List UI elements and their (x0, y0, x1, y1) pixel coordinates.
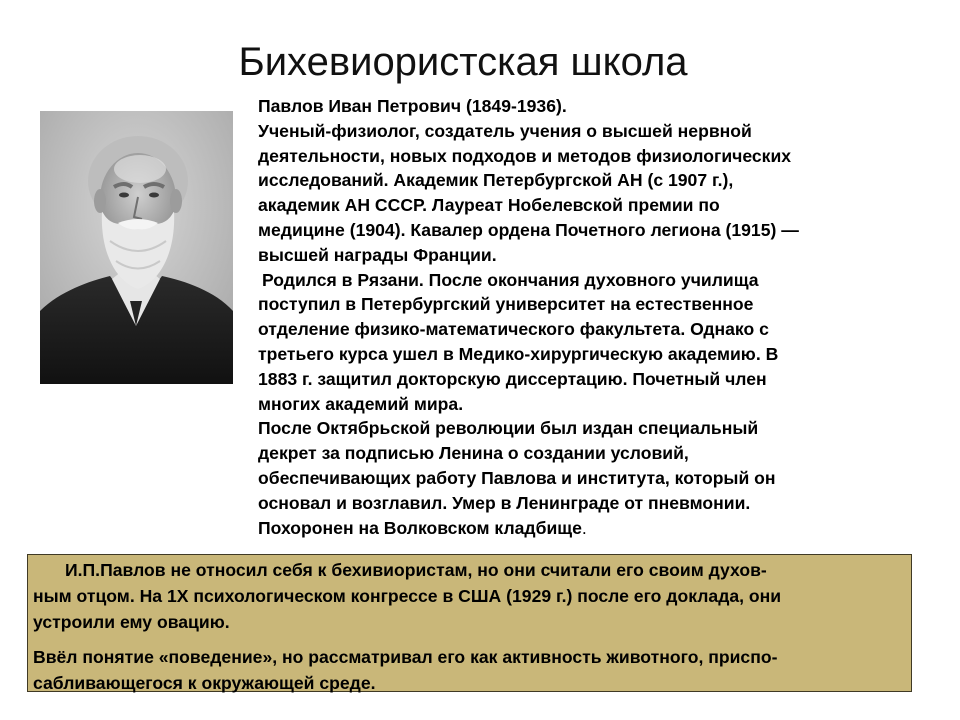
portrait-photo (40, 111, 233, 384)
box-line: И.П.Павлов не относил себя к бехивиористам, но они считали его своим духов- (65, 560, 767, 580)
bio-line: деятельности, новых подходов и методов физиологических (258, 145, 792, 166)
bio-line: 1883 г. защитил докторскую диссертацию. Почетный член (258, 368, 767, 389)
bio-line: высшей награды Франции. (258, 244, 497, 265)
bio-line: отделение физико-математического факультета. Однако с (258, 319, 769, 340)
box-line: сабливающегося к окружающей среде. (33, 673, 376, 694)
box-line: ным отцом. На 1Х психологическом конгрессе в США (1929 г.) после его доклада, они (33, 585, 782, 606)
bio-line: медицине (1904). Кавалер ордена Почетного легиона (1915) — (258, 219, 799, 240)
bio-trailing-period: . (581, 517, 587, 538)
bio-line: исследований. Академик Петербургской АН (с 1907 г.), (258, 170, 734, 191)
box-paragraph-1 (33, 558, 938, 635)
box-line: устроили ему овацию. (33, 611, 230, 632)
biography-text (258, 94, 918, 540)
bio-line: третьего курса ушел в Медико-хирургическую академию. В (258, 343, 779, 364)
bio-line: После Октябрьской революции был издан специальный (258, 418, 759, 439)
box-line: Ввёл понятие «поведение», но рассматривал его как активность животного, приспо- (33, 647, 778, 668)
highlight-box-text (33, 558, 938, 697)
bio-line: Павлов Иван Петрович (1849-1936). (258, 96, 567, 116)
bio-line: Родился в Рязани. После окончания духовного училища (262, 269, 759, 290)
bio-line: декрет за подписью Ленина о создании условий, (258, 443, 689, 464)
bio-line: основал и возглавил. Умер в Ленинграде от пневмонии. (258, 492, 751, 513)
bio-line: многих академий мира. (258, 393, 464, 414)
bio-line (258, 516, 918, 541)
slide-title: Бихевиористская школа (238, 40, 688, 84)
portrait-illustration (40, 111, 233, 384)
bio-line: академик АН СССР. Лауреат Нобелевской премии по (258, 195, 720, 216)
bio-line: поступил в Петербургский университет на естественное (258, 294, 754, 315)
box-paragraph-2 (33, 645, 938, 697)
bio-line: Ученый-физиолог, создатель учения о высшей нервной (258, 120, 752, 141)
bio-last-line: Похоронен на Волковском кладбище (258, 517, 582, 538)
bio-line: обеспечивающих работу Павлова и института, который он (258, 467, 776, 488)
